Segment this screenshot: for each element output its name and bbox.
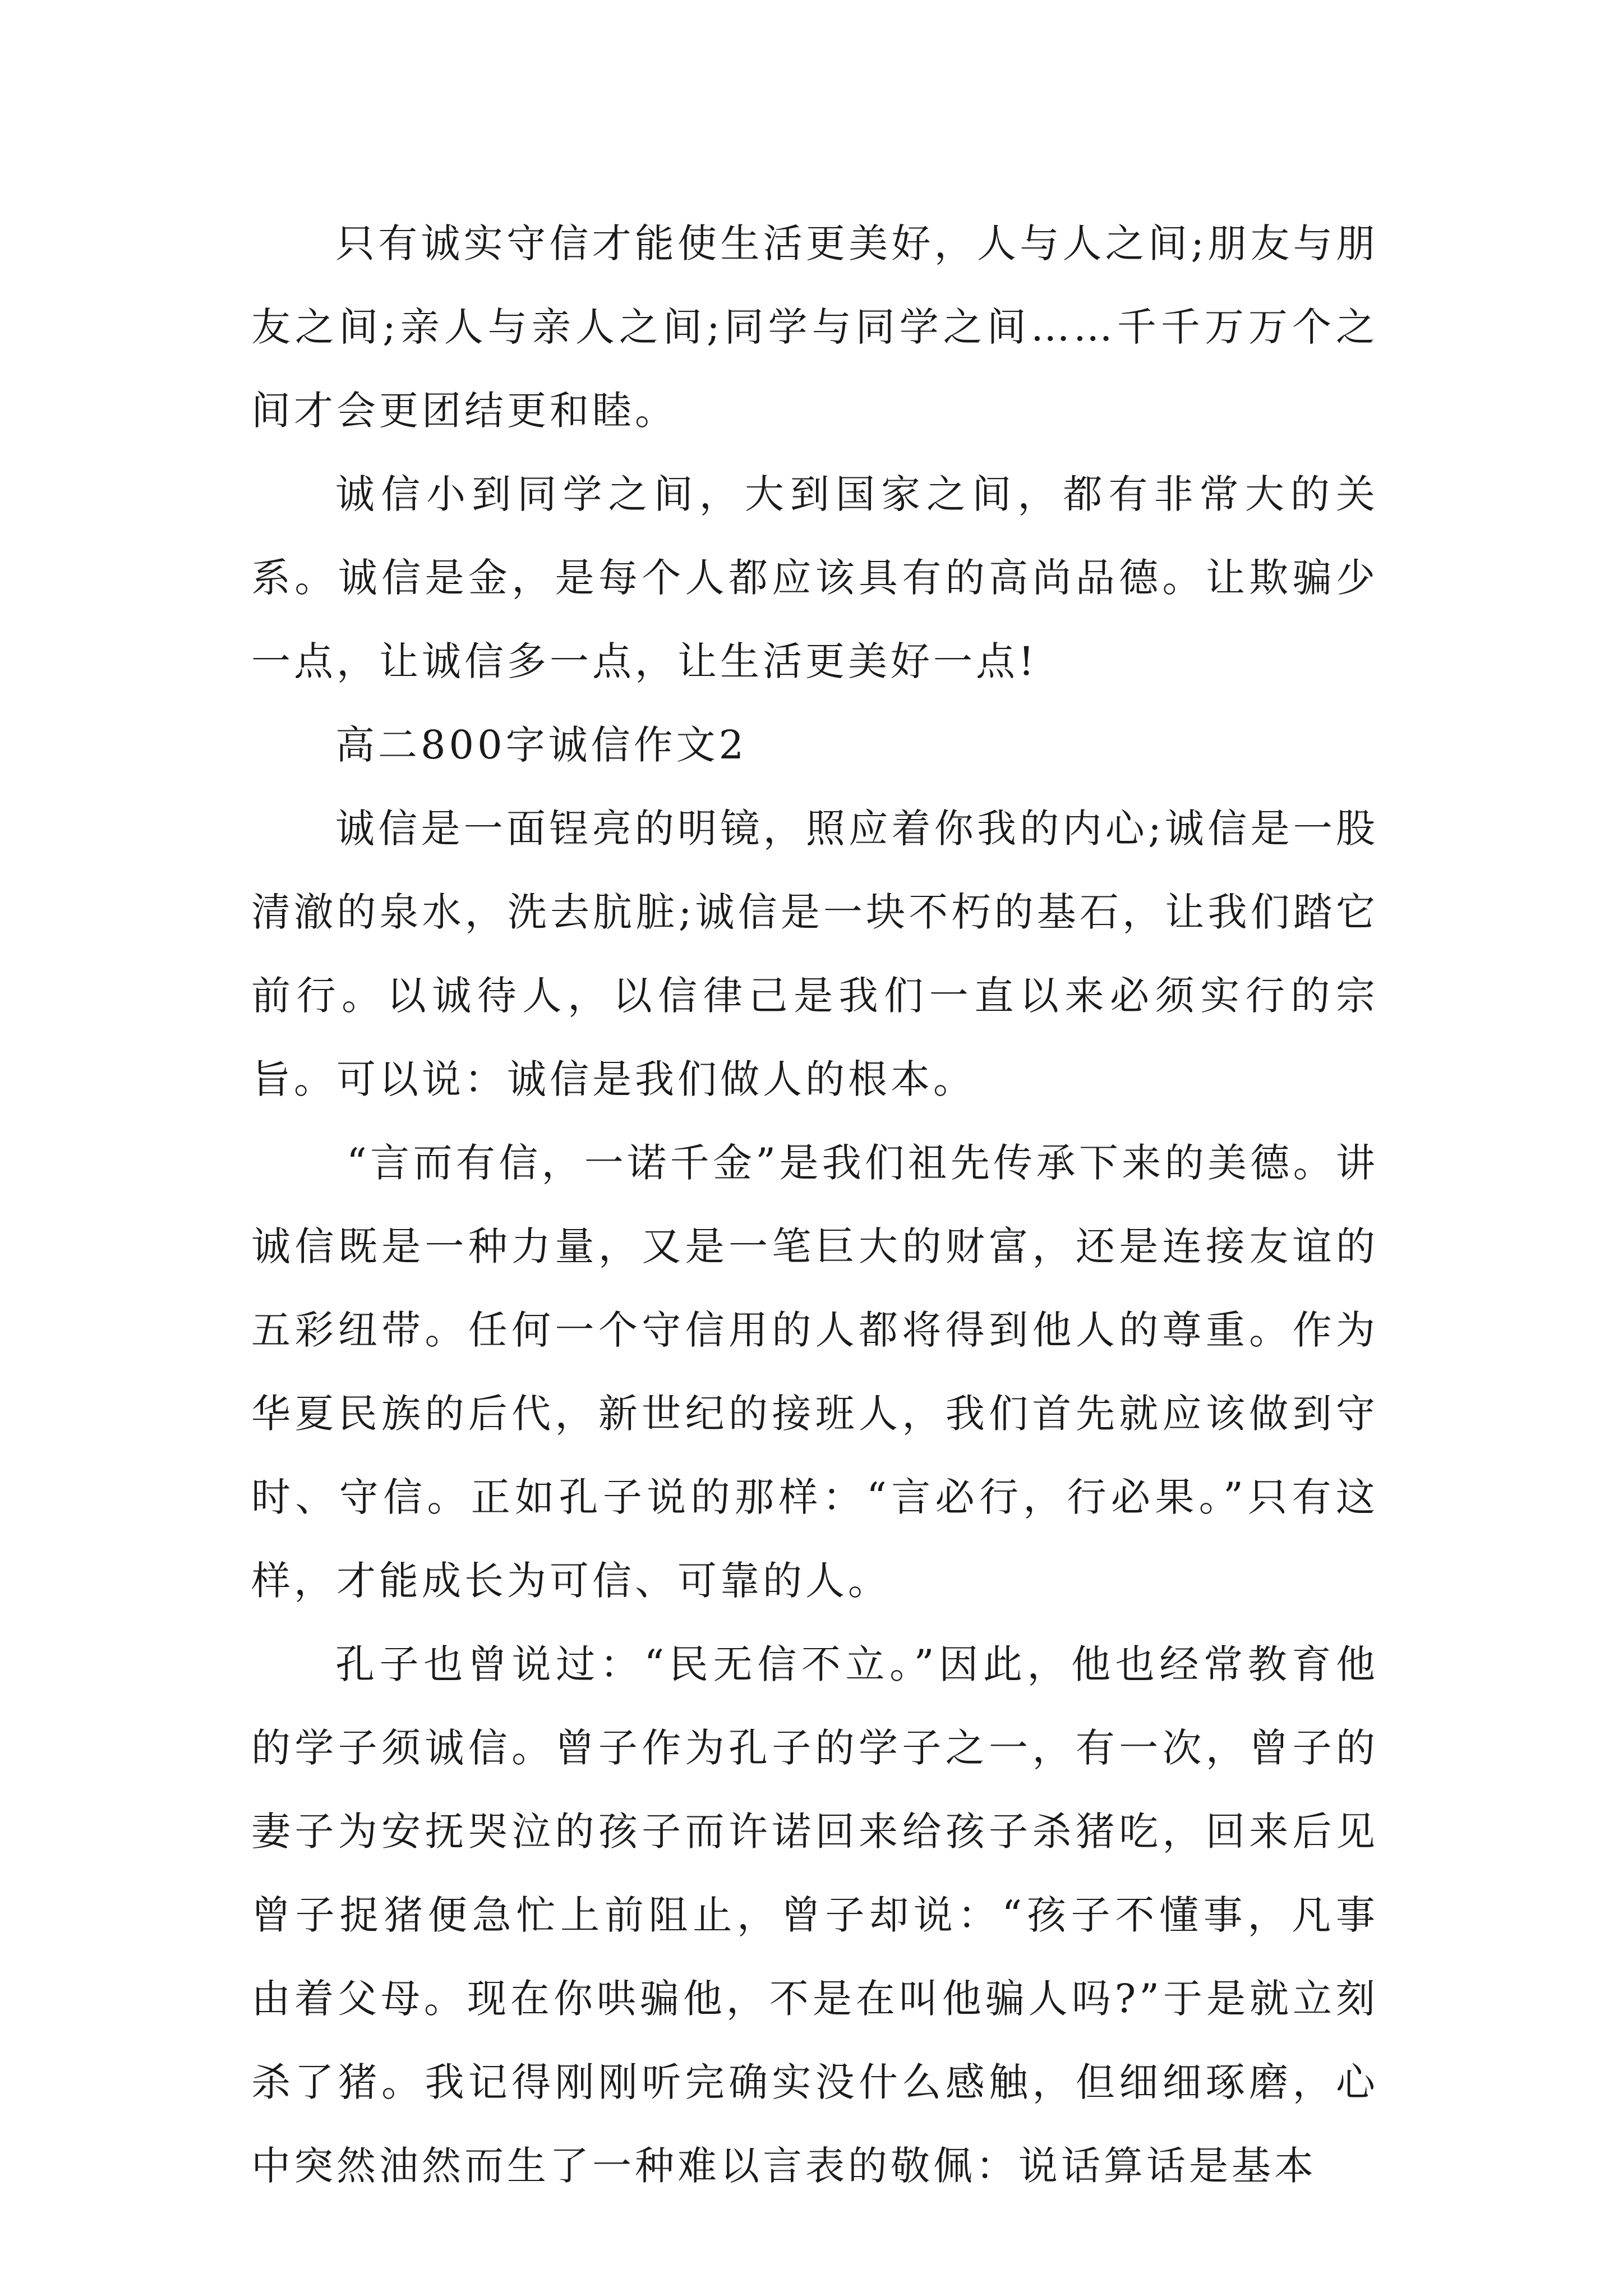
paragraph-harmony: 只有诚实守信才能使生活更美好，人与人之间;朋友与朋友之间;亲人与亲人之间;同学与同学之间……千千万万个之间才会更团结更和睦。 bbox=[251, 220, 1378, 434]
essay-heading: 高二800字诚信作文2 bbox=[335, 722, 748, 768]
document-page bbox=[251, 202, 1378, 2208]
paragraph-mirror-metaphor: 诚信是一面锃亮的明镜，照应着你我的内心;诚信是一股清澈的泉水，洗去肮脏;诚信是一块不朽的基石，让我们踏它前行。以诚待人，以信律己是我们一直以来必须实行的宗旨。可以说：诚信是我们做人的根本。 bbox=[251, 806, 1378, 1102]
paragraph-zengzi-story: 孔子也曾说过：“民无信不立。”因此，他也经常教育他的学子须诚信。曾子作为孔子的学子之一，有一次，曾子的妻子为安抚哭泣的孩子而许诺回来给孩子杀猪吃，回来后见曾子捉猪便急忙上前阻止，曾子却说：“孩子不懂事，凡事由着父母。现在你哄骗他，不是在叫他骗人吗?”于是就立刻杀了猪。我记得刚刚听完确实没什么感触，但细细琢磨，心中突然油然而生了一种难以言表的敬佩：说话算话是基本 bbox=[251, 1641, 1378, 2189]
paragraph-ancestral-virtue: “言而有信，一诺千金”是我们祖先传承下来的美德。讲诚信既是一种力量，又是一笔巨大的财富，还是连接友谊的五彩纽带。任何一个守信用的人都将得到他人的尊重。作为华夏民族的后代，新世纪的接班人，我们首先就应该做到守时、守信。正如孔子说的那样：“言必行，行必果。”只有这样，才能成长为可信、可靠的人。 bbox=[251, 1140, 1378, 1604]
paragraph-honesty-is-gold: 诚信小到同学之间，大到国家之间，都有非常大的关系。诚信是金，是每个人都应该具有的高尚品德。让欺骗少一点，让诚信多一点，让生活更美好一点! bbox=[251, 471, 1378, 684]
